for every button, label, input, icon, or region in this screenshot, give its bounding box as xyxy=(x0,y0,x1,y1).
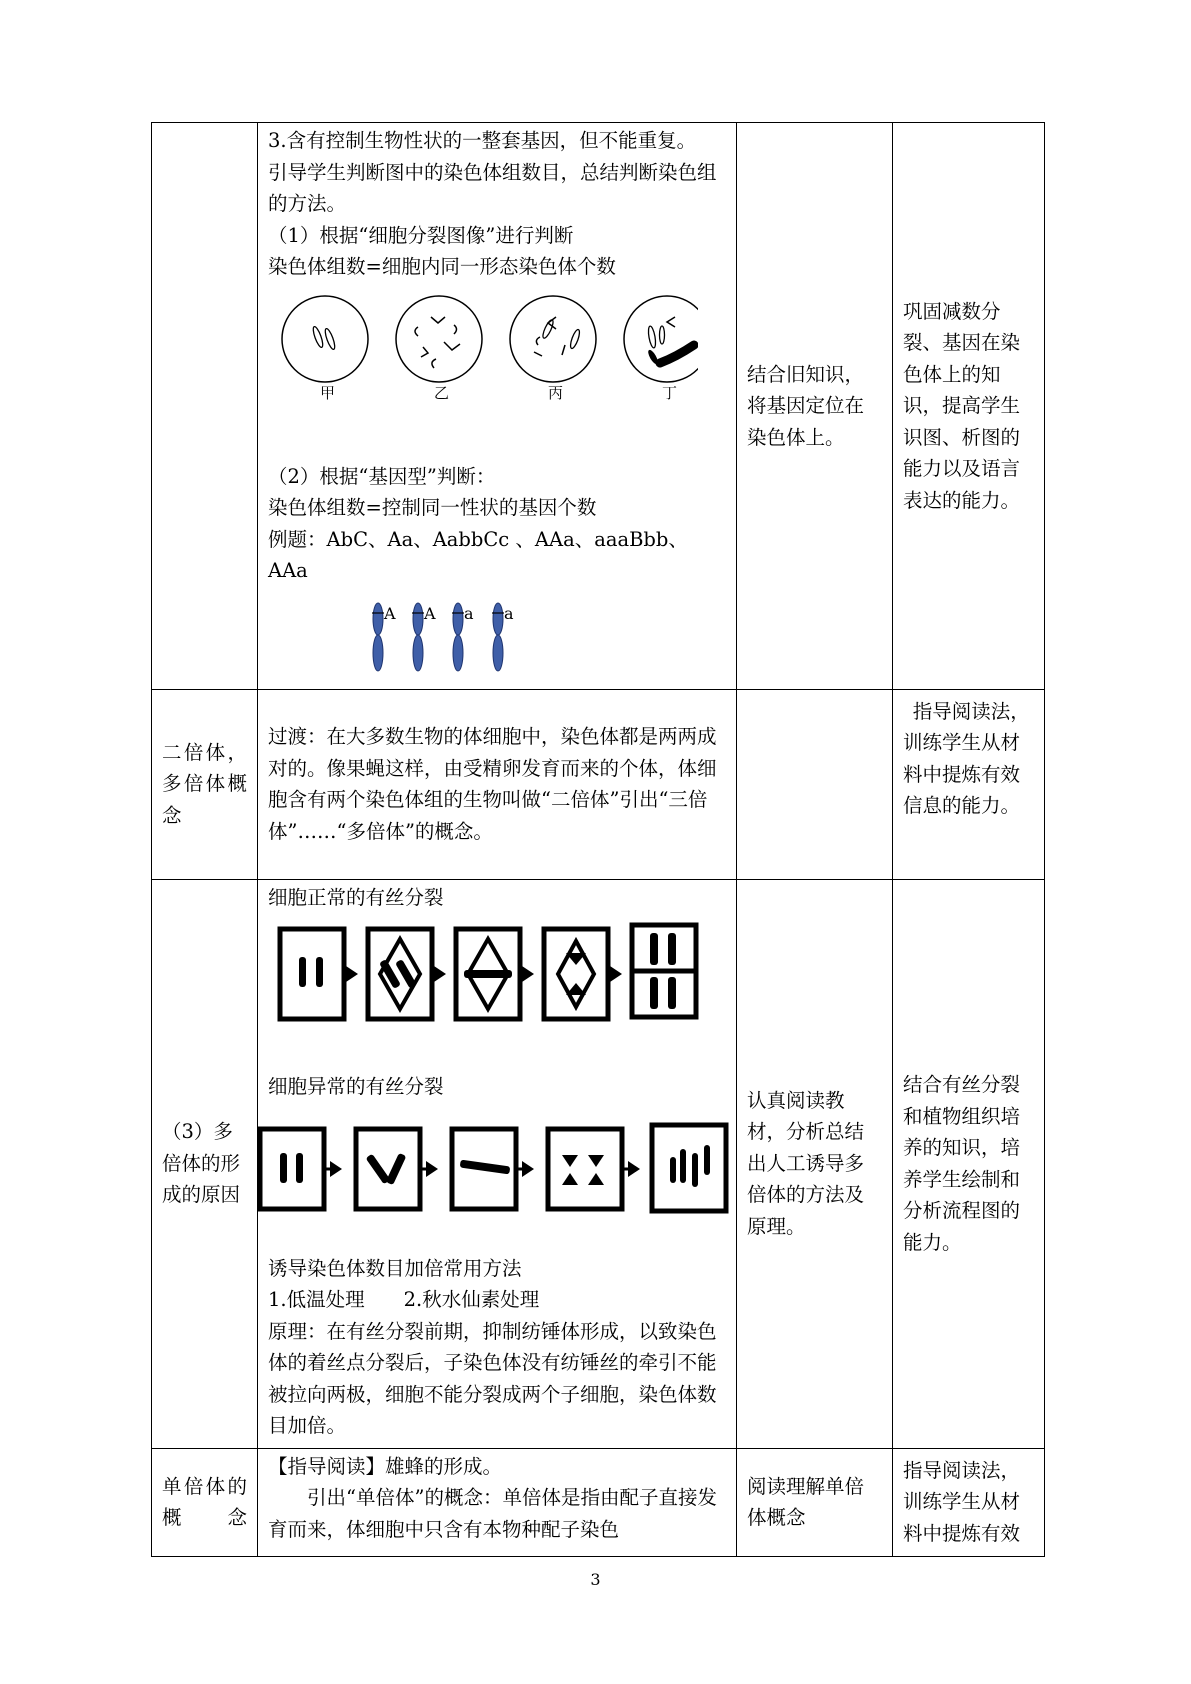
row1-student-activity: 结合旧知识，将基因定位在染色体上。 xyxy=(737,123,893,690)
row2-stage-cell: 二倍体，多倍体概念 xyxy=(152,689,258,879)
methods-list: 1.低温处理 2.秋水仙素处理 xyxy=(268,1288,540,1311)
text-line: （2）根据“基因型”判断： xyxy=(268,464,496,488)
normal-mitosis-diagram xyxy=(258,919,728,1029)
row3-student-activity: 认真阅读教材，分析总结出人工诱导多倍体的方法及原理。 xyxy=(737,879,893,1448)
cell-bing xyxy=(510,296,596,382)
chromosome-gene-figure xyxy=(368,599,568,679)
cell-division-figure xyxy=(268,287,698,405)
cell-yi xyxy=(396,296,482,382)
page-number: 3 xyxy=(590,1570,601,1589)
gene-label: A xyxy=(424,603,436,623)
row2-student-activity xyxy=(737,689,893,879)
row3-stage-cell: （3）多倍体的形成的原因 xyxy=(152,879,258,1448)
row2-content-cell: 过渡：在大多数生物的体细胞中，染色体都是两两成对的。像果蝇这样，由受精卵发育而来的个体，体细胞含有两个染色体组的生物叫做“二倍体”引出“三倍体”……“多倍体”的概念。 xyxy=(258,689,737,879)
text-line: 染色体组数=控制同一性状的基因个数 xyxy=(268,496,597,519)
cell-label: 丙 xyxy=(548,383,564,402)
cell-label: 甲 xyxy=(320,383,336,402)
row4-content-cell xyxy=(258,1448,737,1556)
row1-stage-cell xyxy=(152,123,258,690)
normal-mitosis-title: 细胞正常的有丝分裂 xyxy=(268,885,444,909)
cell-label: 乙 xyxy=(434,383,450,402)
row1-content-cell xyxy=(258,123,737,690)
cell-ding xyxy=(624,296,698,382)
cell-label: 丁 xyxy=(662,383,678,402)
abnormal-mitosis-title: 细胞异常的有丝分裂 xyxy=(268,1075,444,1098)
text-line: （1）根据“细胞分裂图像”进行判断 xyxy=(268,223,574,247)
row1-design-intent: 巩固减数分裂、基因在染色体上的知识，提高学生识图、析图的能力以及语言表达的能力。 xyxy=(893,123,1045,690)
row4-student-activity: 阅读理解单倍体概念 xyxy=(737,1448,893,1556)
row3-design-intent: 结合有丝分裂和植物组织培养的知识，培养学生绘制和分析流程图的能力。 xyxy=(893,879,1045,1448)
abnormal-mitosis-diagram xyxy=(258,1115,736,1215)
row4-design-intent: 指导阅读法，训练学生从材料中提炼有效 xyxy=(893,1448,1045,1556)
text-line: 染色体组数=细胞内同一形态染色体个数 xyxy=(268,255,616,278)
gene-label: a xyxy=(464,603,474,623)
lesson-plan-table xyxy=(151,122,1045,1557)
guided-reading-line: 【指导阅读】雄蜂的形成。 xyxy=(268,1454,503,1478)
table-row xyxy=(152,689,1045,879)
principle-text: 原理：在有丝分裂前期，抑制纺锤体形成，以致染色体的着丝点分裂后，子染色体没有纺锤丝的牵引不能被拉向两极，细胞不能分裂成两个子细胞，染色体数目加倍。 xyxy=(268,1319,717,1437)
cell-jia xyxy=(282,296,368,382)
gene-label: a xyxy=(504,603,514,623)
table-row xyxy=(152,1448,1045,1556)
row4-stage-cell: 单倍体的概念 xyxy=(152,1448,258,1556)
methods-title: 诱导染色体数目加倍常用方法 xyxy=(268,1256,522,1280)
row2-design-intent: 指导阅读法，训练学生从材料中提炼有效信息的能力。 xyxy=(893,689,1045,879)
text-line: 引导学生判断图中的染色体组数目，总结判断染色组的方法。 xyxy=(268,160,717,215)
row3-content-cell xyxy=(258,879,737,1448)
table-row xyxy=(152,879,1045,1448)
text-line: 例题：AbC、Aa、AabbCc 、AAa、aaaBbb、AAa xyxy=(268,527,688,582)
gene-label: A xyxy=(384,603,396,623)
text-line: 3.含有控制生物性状的一整套基因，但不能重复。 xyxy=(268,129,697,152)
table-row xyxy=(152,123,1045,690)
haploid-definition: 引出“单倍体”的概念：单倍体是指由配子直接发育而来，体细胞中只含有本物种配子染色 xyxy=(268,1486,717,1541)
